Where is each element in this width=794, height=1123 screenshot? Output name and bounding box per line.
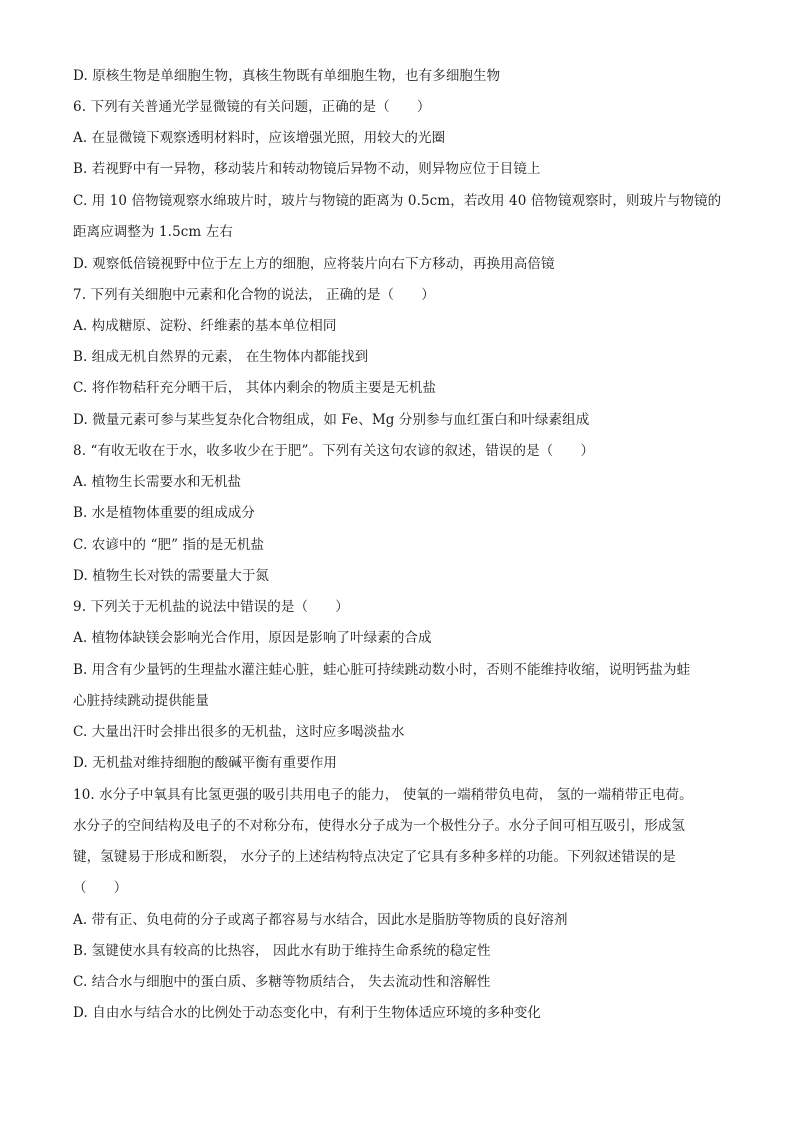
question-9-stem: 9. 下列关于无机盐的说法中错误的是（ ） <box>73 599 349 615</box>
question-6-option-c: C. 用 10 倍物镜观察水绵玻片时，玻片与物镜的距离为 0.5cm，若改用 40 倍物镜观察时，则玻片与物镜的 <box>73 193 722 209</box>
question-7-option-b: B. 组成无机自然界的元素， 在生物体内都能找到 <box>73 349 369 365</box>
question-8-option-a: A. 植物生长需要水和无机盐 <box>73 474 242 490</box>
question-7-option-d: D. 微量元素可参与某些复杂化合物组成，如 Fe、Mg 分别参与血红蛋白和叶绿素组成 <box>73 412 590 428</box>
question-8-option-d: D. 植物生长对铁的需要量大于氮 <box>73 568 270 584</box>
question-6-option-c-continued: 距离应调整为 1.5cm 左右 <box>73 224 233 240</box>
question-10-option-b: B. 氢键使水具有较高的比热容， 因此水有助于维持生命系统的稳定性 <box>73 943 491 959</box>
question-7-option-c: C. 将作物秸秆充分晒干后， 其体内剩余的物质主要是无机盐 <box>73 380 437 396</box>
question-9-option-d: D. 无机盐对维持细胞的酸碱平衡有重要作用 <box>73 755 338 771</box>
question-10-option-a: A. 带有正、负电荷的分子或离子都容易与水结合，因此水是脂肪等物质的良好溶剂 <box>73 912 568 928</box>
question-7-stem: 7. 下列有关细胞中元素和化合物的说法， 正确的是（ ） <box>73 287 435 303</box>
question-5-option-d: D. 原核生物是单细胞生物，真核生物既有单细胞生物，也有多细胞生物 <box>73 68 501 84</box>
question-6-option-a: A. 在显微镜下观察透明材料时，应该增强光照，用较大的光圈 <box>73 130 446 146</box>
question-6-option-d: D. 观察低倍镜视野中位于左上方的细胞，应将装片向右下方移动，再换用高倍镜 <box>73 256 555 272</box>
question-8-option-c: C. 农谚中的 “肥” 指的是无机盐 <box>73 537 265 553</box>
question-10-answer-blank: （ ） <box>73 880 128 896</box>
question-9-option-a: A. 植物体缺镁会影响光合作用，原因是影响了叶绿素的合成 <box>73 630 432 646</box>
question-10-stem-line-1: 10. 水分子中氧具有比氢更强的吸引共用电子的能力， 使氧的一端稍带负电荷， 氢的一端稍带正电荷。 <box>73 787 693 803</box>
question-9-option-b: B. 用含有少量钙的生理盐水灌注蛙心脏，蛙心脏可持续跳动数小时，否则不能维持收缩，说明钙盐为蛙 <box>73 662 691 678</box>
question-6-stem: 6. 下列有关普通光学显微镜的有关问题，正确的是（ ） <box>73 99 431 115</box>
question-10-stem-line-2: 水分子的空间结构及电子的不对称分布，使得水分子成为一个极性分子。水分子间可相互吸引，形成氢 <box>73 818 685 834</box>
question-6-option-b: B. 若视野中有一异物，移动装片和转动物镜后异物不动，则异物应位于目镜上 <box>73 161 541 177</box>
question-10-option-c: C. 结合水与细胞中的蛋白质、多糖等物质结合， 失去流动性和溶解性 <box>73 974 491 990</box>
question-8-stem: 8. “有收无收在于水，收多收少在于肥”。下列有关这句农谚的叙述，错误的是（ ） <box>73 443 595 459</box>
question-9-option-b-continued: 心脏持续跳动提供能量 <box>73 693 209 709</box>
question-9-option-c: C. 大量出汗时会排出很多的无机盐，这时应多喝淡盐水 <box>73 724 405 740</box>
question-7-option-a: A. 构成糖原、淀粉、纤维素的基本单位相同 <box>73 318 337 334</box>
question-10-stem-line-3: 键，氢键易于形成和断裂， 水分子的上述结构特点决定了它具有多种多样的功能。下列叙述错误的是 <box>73 849 676 865</box>
question-10-option-d: D. 自由水与结合水的比例处于动态变化中，有利于生物体适应环境的多种变化 <box>73 1005 542 1021</box>
question-8-option-b: B. 水是植物体重要的组成成分 <box>73 505 256 521</box>
